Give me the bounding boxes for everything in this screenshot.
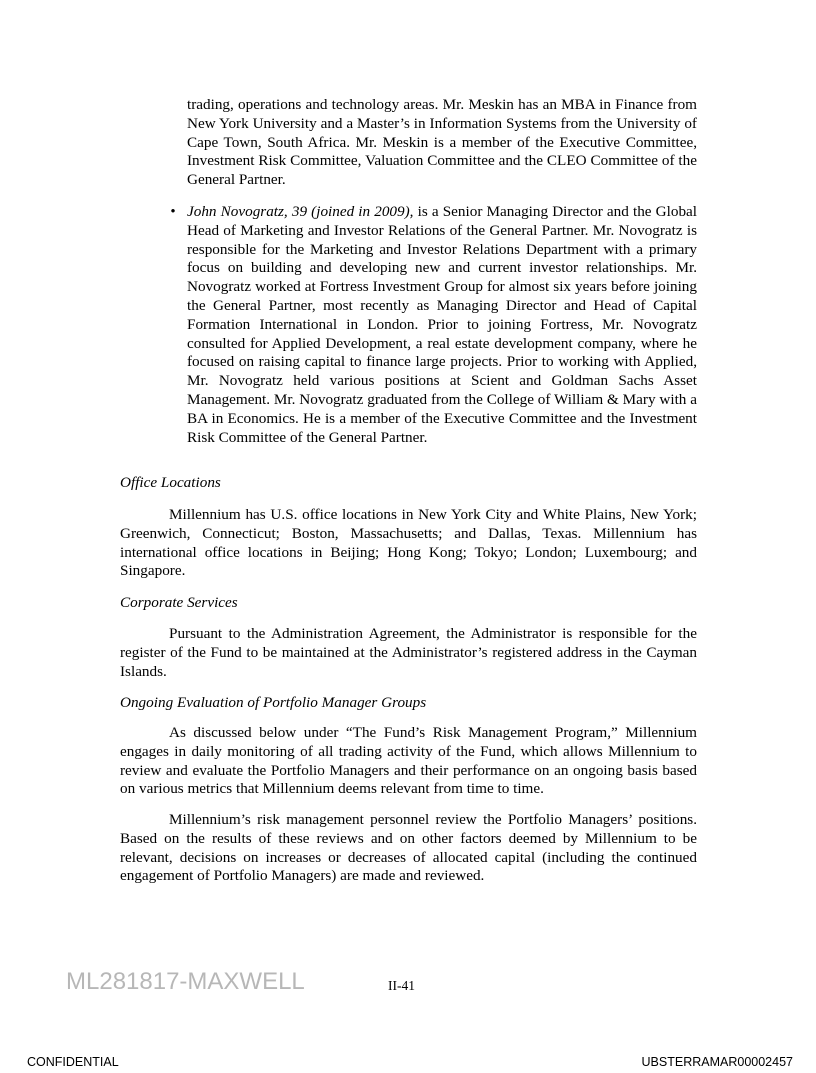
office-locations-heading: Office Locations <box>120 474 221 491</box>
confidential-label: CONFIDENTIAL <box>27 1055 119 1069</box>
bates-number: UBSTERRAMAR00002457 <box>641 1055 793 1069</box>
office-locations-paragraph: Millennium has U.S. office locations in New York City and White Plains, New York; Greenwich, Connecticut; Boston, Massachusetts; and Dallas, Texas. Millennium has international office locations in Beijing; Hong Kong; Tokyo; London; Luxembourg; and Singapore. <box>120 506 697 580</box>
bullet-paragraph <box>187 203 697 447</box>
continuation-paragraph: trading, operations and technology areas. Mr. Meskin has an MBA in Finance from New York University and a Master’s in Information Systems from the University of Cape Town, South Africa. Mr. Meskin is a member of the Executive Committee, Investment Risk Committee, Valuation Committee and the CLEO Committee of the General Partner. <box>187 96 697 189</box>
maxwell-watermark: ML281817-MAXWELL <box>66 968 305 995</box>
bullet-body-text: is a Senior Managing Director and the Global Head of Marketing and Investor Relations of the General Partner. Mr. Novogratz is responsible for the Marketing and Investor Relations Department with a primary focus on building and developing new and current investor relationships. Mr. Novogratz worked at Fortress Investment Group for almost six years before joining the General Partner, most recently as Managing Director and Head of Capital Formation International in London. Prior to joining Fortress, Mr. Novogratz consulted for Applied Development, a real estate development company, where he focused on raising capital to finance large projects. Prior to working with Applied, Mr. Novogratz held various positions at Scient and Goldman Sachs Asset Management. Mr. Novogratz graduated from the College of William & Mary with a BA in Economics. He is a member of the Executive Committee and the Investment Risk Committee of the General Partner. <box>187 203 697 446</box>
ongoing-evaluation-heading: Ongoing Evaluation of Portfolio Manager Groups <box>120 694 427 711</box>
bullet-lead-name: John Novogratz, 39 (joined in 2009), <box>187 203 414 220</box>
corporate-services-heading: Corporate Services <box>120 594 238 611</box>
ongoing-evaluation-paragraph-2: Millennium’s risk management personnel review the Portfolio Managers’ positions. Based on the results of these reviews and on other factors deemed by Millennium to be relevant, decisions on increases or decreases of allocated capital (including the continued engagement of Portfolio Managers) are made and reviewed. <box>120 811 697 885</box>
page-number: II-41 <box>388 978 415 993</box>
ongoing-evaluation-paragraph-1: As discussed below under “The Fund’s Risk Management Program,” Millennium engages in daily monitoring of all trading activity of the Fund, which allows Millennium to review and evaluate the Portfolio Managers and their performance on an ongoing basis based on various metrics that Millennium deems relevant from time to time. <box>120 724 697 798</box>
bullet-point-icon: • <box>170 204 176 220</box>
corporate-services-paragraph: Pursuant to the Administration Agreement, the Administrator is responsible for the register of the Fund to be maintained at the Administrator’s registered address in the Cayman Islands. <box>120 625 697 680</box>
